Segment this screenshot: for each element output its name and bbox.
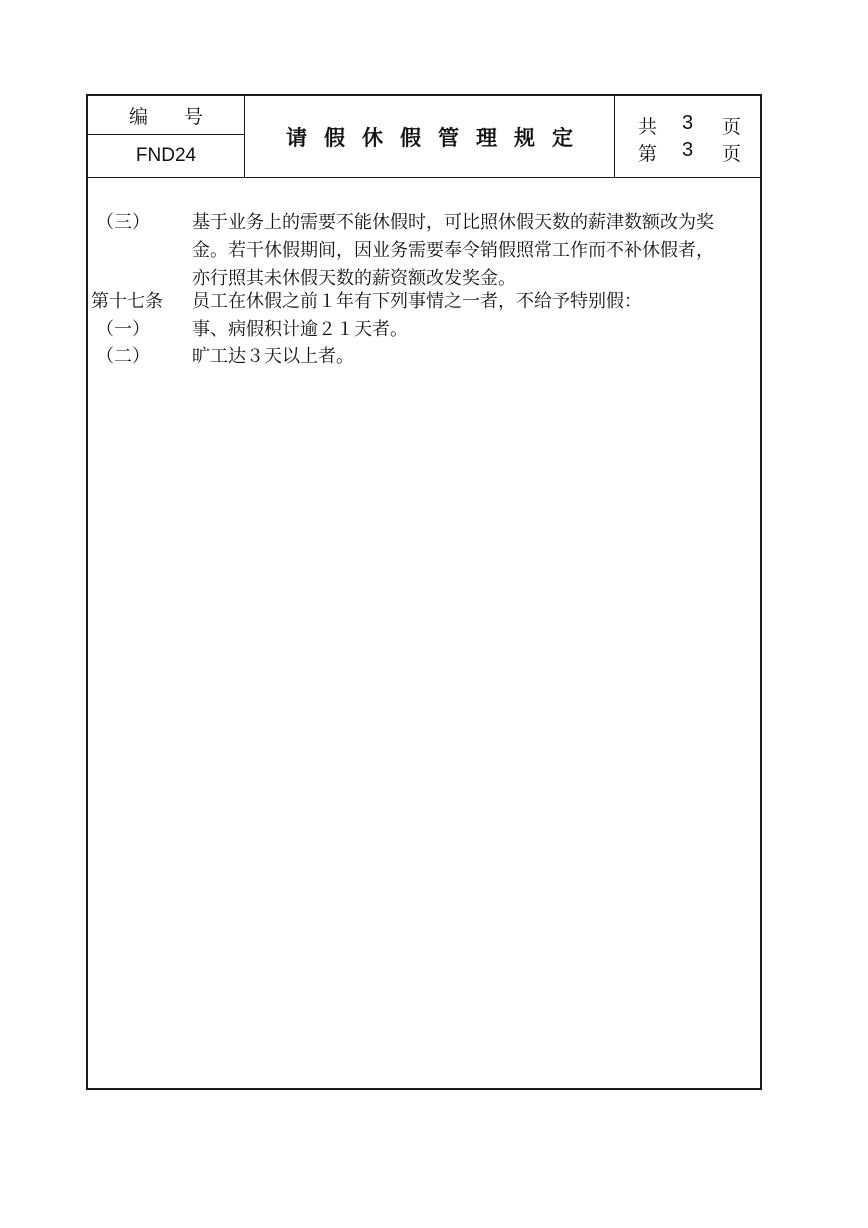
page-count-block xyxy=(615,96,760,177)
current-unit: 页 xyxy=(722,143,742,165)
sub1-label: （一） xyxy=(96,319,150,340)
current-label: 第 xyxy=(638,143,658,165)
item3-line-1: 基于业务上的需要不能休假时，可比照休假天数的薪津数额改为奖 xyxy=(192,212,714,233)
current-page: 3 xyxy=(682,139,694,161)
sub1-text: 事、病假积计逾２１天者。 xyxy=(192,319,408,340)
number-value: FND24 xyxy=(135,145,197,166)
total-unit: 页 xyxy=(722,116,742,138)
document-frame xyxy=(86,94,762,1090)
number-label: 编号 xyxy=(128,105,239,128)
document-header xyxy=(88,96,760,178)
article17-label: 第十七条 xyxy=(91,291,163,312)
item3-label: （三） xyxy=(96,212,150,233)
number-label-cell xyxy=(88,96,244,135)
total-label: 共 xyxy=(638,116,658,138)
article17-text: 员工在休假之前１年有下列事情之一者，不给予特别假： xyxy=(192,291,642,312)
total-pages-row xyxy=(615,112,760,136)
document-title: 请假休假管理规定 xyxy=(286,125,590,150)
number-block xyxy=(88,96,245,177)
total-pages: 3 xyxy=(682,112,694,134)
title-block xyxy=(245,96,615,177)
current-page-row xyxy=(615,139,760,163)
sub2-label: （二） xyxy=(96,346,150,367)
sub2-text: 旷工达３天以上者。 xyxy=(192,346,354,367)
item3-line-3: 亦行照其未休假天数的薪资额改发奖金。 xyxy=(192,268,516,289)
item3-paragraph xyxy=(192,209,752,293)
item3-line-2: 金。若干休假期间，因业务需要奉令销假照常工作而不补休假者， xyxy=(192,240,714,261)
